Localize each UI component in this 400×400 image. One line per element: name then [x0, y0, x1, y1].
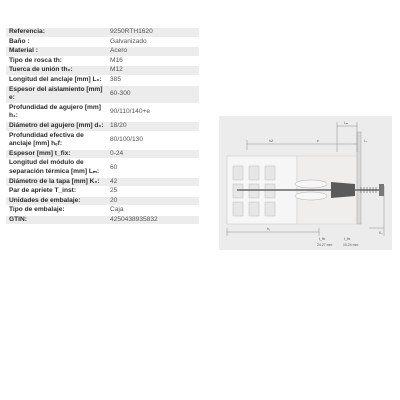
- label-lm: Lₘ: [344, 121, 348, 125]
- spec-label: Tipo de rosca th:: [6, 56, 107, 66]
- spec-value: 42: [107, 177, 199, 187]
- spec-row: [6, 177, 199, 187]
- anchor-drawing-svg: [219, 116, 392, 250]
- spec-row: [6, 75, 199, 85]
- spec-label: Espesor [mm] t_fix:: [6, 149, 107, 159]
- spec-row: [6, 85, 199, 103]
- label-lo: L₀: [364, 139, 368, 143]
- spec-row: [6, 28, 199, 37]
- spec-value: 18/20: [107, 121, 199, 131]
- spec-row: [6, 149, 199, 159]
- spec-label: Tuerca de unión th₀:: [6, 66, 107, 76]
- label-h1: h₁: [267, 227, 271, 231]
- spec-label: Diámetro de la tapa [mm] K₀:: [6, 177, 107, 187]
- spec-label: Profundidad efectiva de anclaje [mm] hₑf:: [6, 131, 107, 149]
- thermal-separation-module: [331, 182, 355, 198]
- anchor-lobe-top: [295, 180, 327, 188]
- spec-value: 25: [107, 187, 199, 197]
- spec-label: Longitud del anclaje [mm] L₀:: [6, 75, 107, 85]
- spec-value: 0-24: [107, 149, 199, 159]
- spec-value: 385: [107, 75, 199, 85]
- spec-value: 60-300: [107, 85, 199, 103]
- spec-row: [6, 159, 199, 177]
- masonry-blocks: [233, 166, 275, 216]
- anchor-nut: [379, 184, 384, 196]
- spec-value: 4250438935832: [107, 215, 199, 225]
- spec-label: GTIN:: [6, 215, 107, 225]
- spec-value: 90/110/140+e: [107, 103, 199, 121]
- spec-row: [6, 47, 199, 57]
- spec-value: 20: [107, 196, 199, 206]
- spec-value: Caja: [107, 206, 199, 216]
- spec-label: Tipo de embalaje:: [6, 206, 107, 216]
- facade-plate: [357, 132, 361, 224]
- spec-value: 80/100/130: [107, 131, 199, 149]
- spec-row: [6, 103, 199, 121]
- spec-label: Par de apriete T_inst:: [6, 187, 107, 197]
- anchor-lobe-bottom: [295, 192, 327, 200]
- spec-value: Acero: [107, 47, 199, 57]
- spec-row: [6, 121, 199, 131]
- spec-row: [6, 131, 199, 149]
- label-hef: hₑf: [269, 139, 274, 143]
- spec-table: [6, 28, 199, 225]
- spec-label: Referencia:: [6, 28, 107, 37]
- spec-row: [6, 215, 199, 225]
- label-tfix-2: t_fix: [344, 237, 351, 241]
- label-range-1: 24-27 mm: [317, 243, 333, 247]
- spec-label: Baño :: [6, 37, 107, 47]
- spec-label: Diámetro del agujero [mm] d₀:: [6, 121, 107, 131]
- spec-row: [6, 66, 199, 76]
- label-k: K₀: [379, 231, 383, 235]
- spec-value: Galvanizado: [107, 37, 199, 47]
- spec-value: 60: [107, 159, 199, 177]
- label-tfix-1: t_fix: [319, 237, 326, 241]
- label-e: e: [317, 139, 319, 143]
- spec-row: [6, 187, 199, 197]
- label-range-2: 10-24 mm: [343, 243, 359, 247]
- spec-row: [6, 56, 199, 66]
- spec-row: [6, 206, 199, 216]
- spec-row: [6, 37, 199, 47]
- spec-row: [6, 196, 199, 206]
- spec-value: 9250RTH1620: [107, 28, 199, 37]
- spec-value: M12: [107, 66, 199, 76]
- spec-label: Material :: [6, 47, 107, 57]
- spec-label: Longitud del módulo de separación térmica [mm] Lₘ:: [6, 159, 107, 177]
- spec-label: Profundidad de agujero [mm] h₁:: [6, 103, 107, 121]
- spec-label: Espesor del aislamiento [mm] e:: [6, 85, 107, 103]
- spec-value: M16: [107, 56, 199, 66]
- anchor-technical-drawing: [219, 116, 392, 250]
- spec-label: Unidades de embalaje:: [6, 196, 107, 206]
